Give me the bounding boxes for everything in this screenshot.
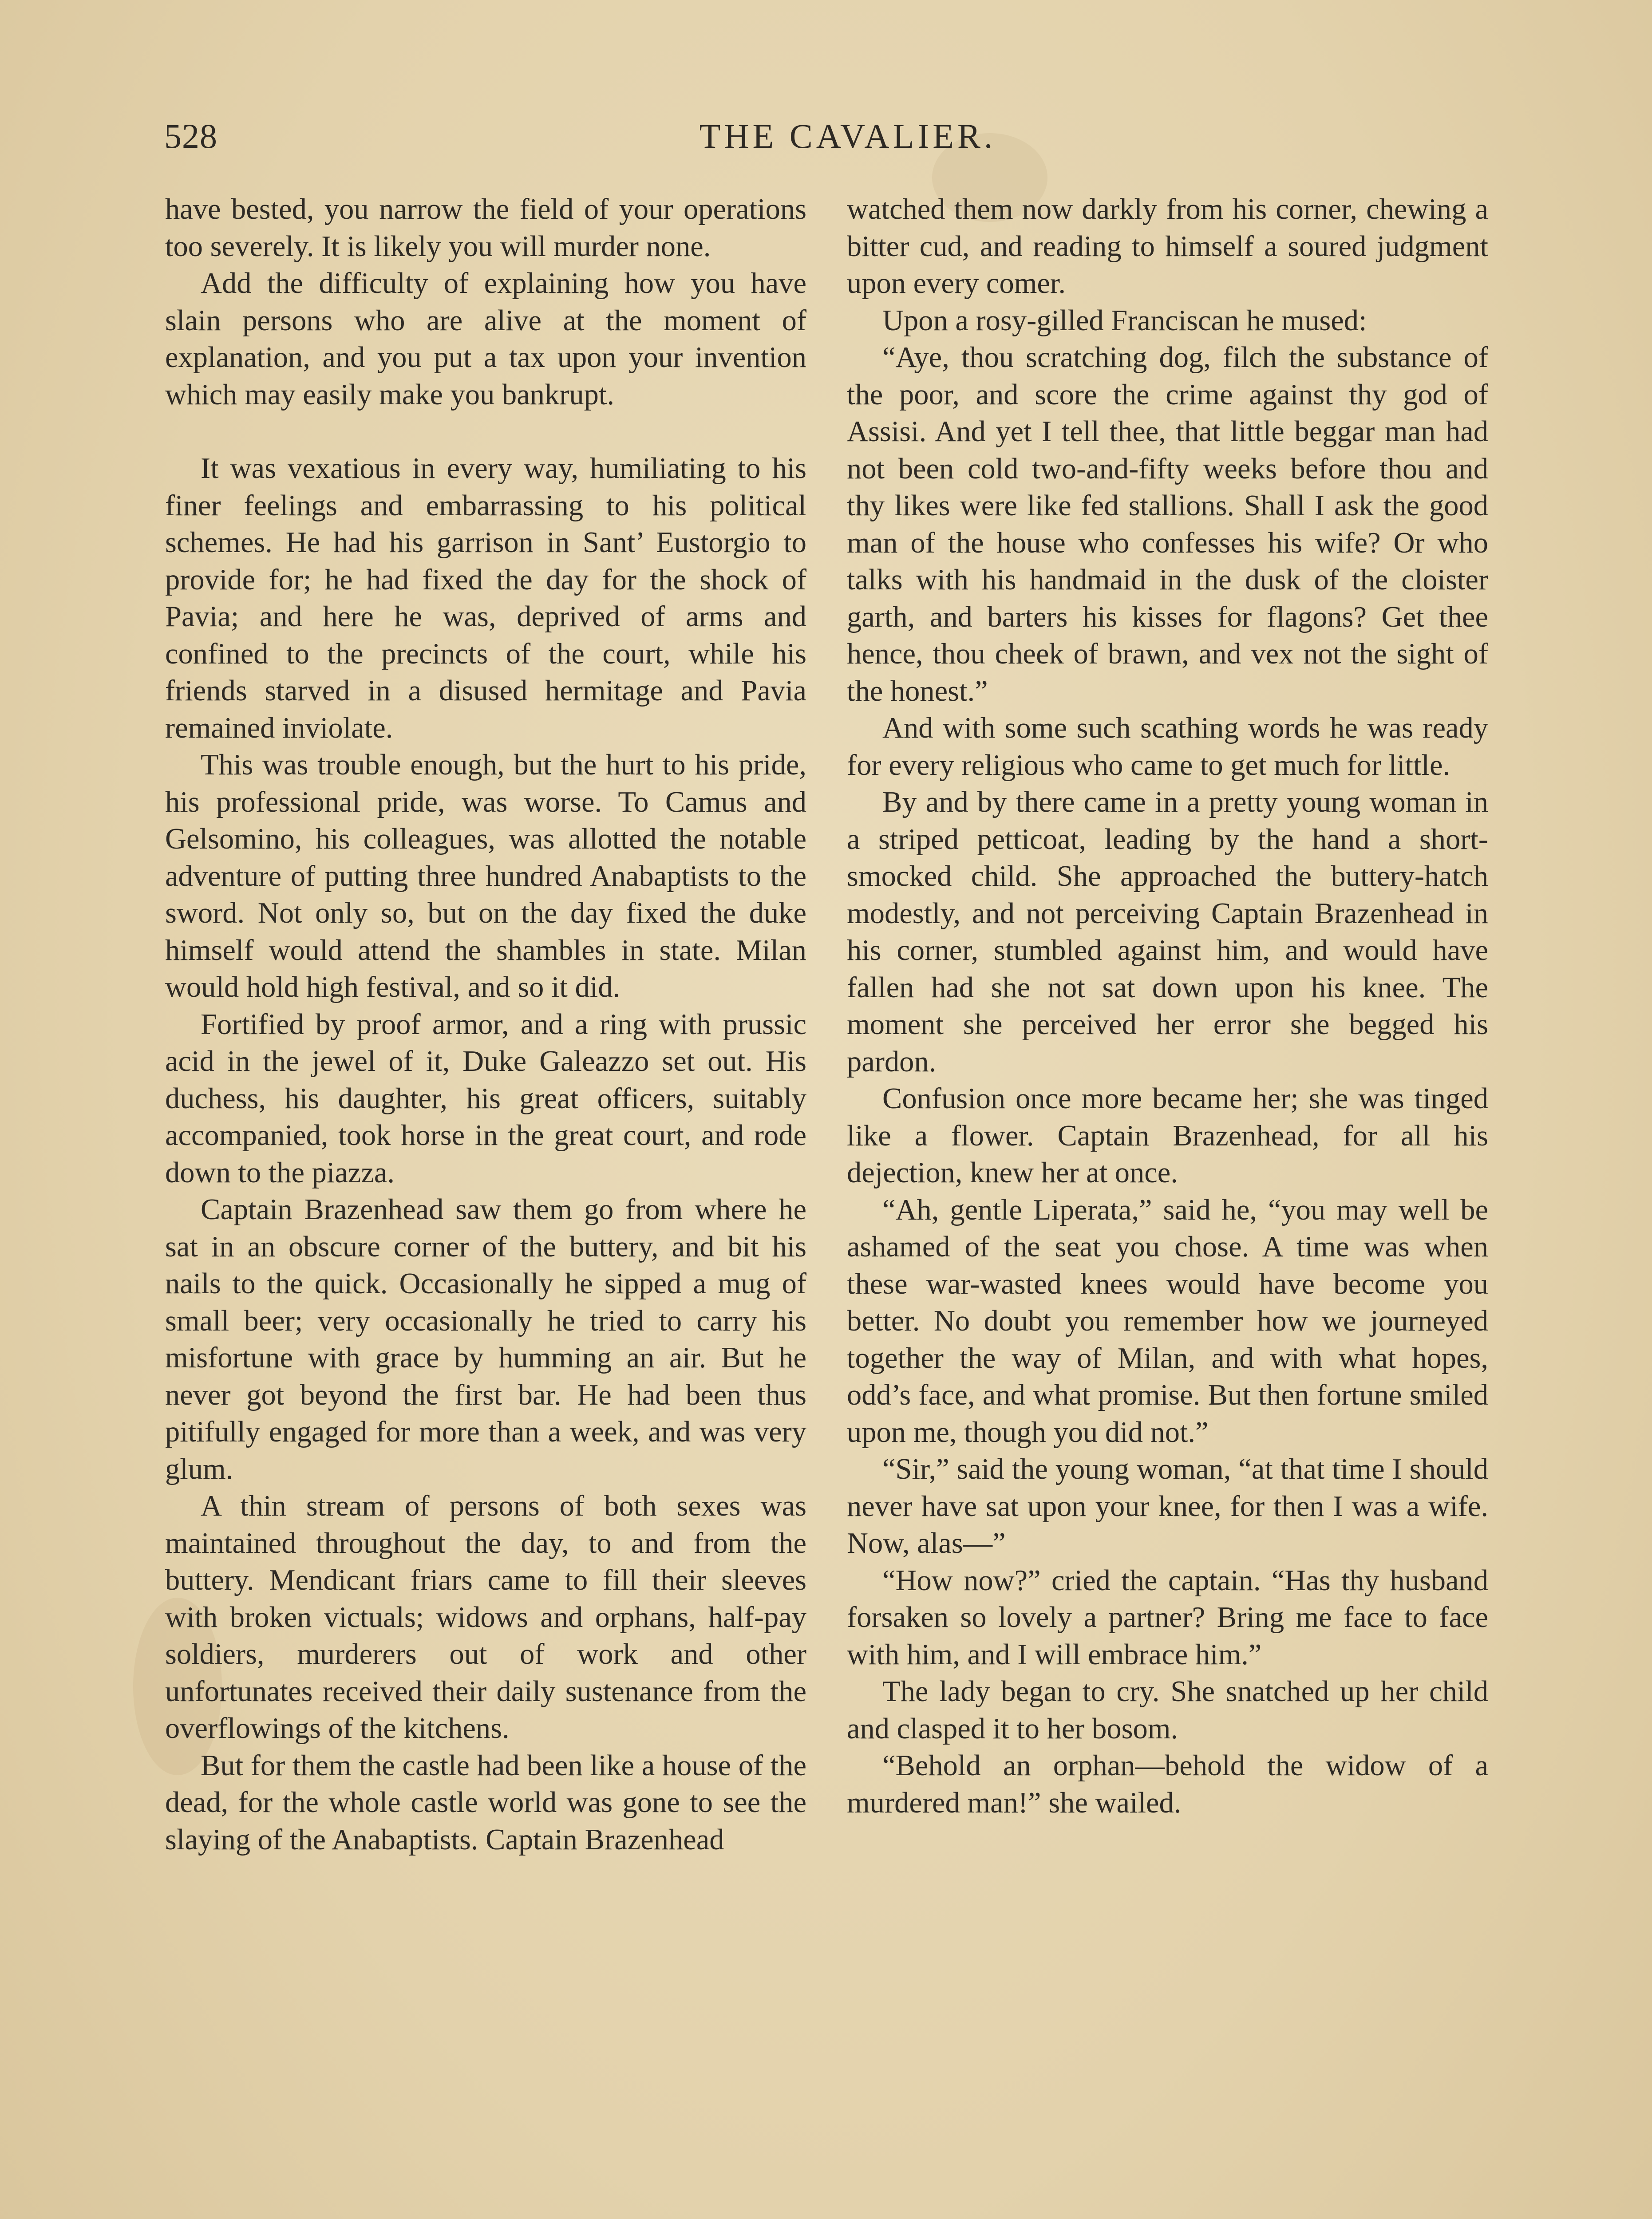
right-column: [847, 191, 1488, 1821]
paragraph: Captain Brazenhead saw them go from where he sat in an obscure corner of the buttery, and bit his nails to the quick. Occasionally he sipped a mug of small beer; very occasionally he tried to carry his misfortune with grace by humming an air. But he never got beyond the first bar. He had been thus pitifully engaged for more than a week, and was very glum.: [165, 1193, 806, 1485]
paragraph: Upon a rosy-gilled Franciscan he mused:: [882, 304, 1367, 337]
paragraph: watched them now darkly from his corner, chewing a bitter cud, and reading to himself a soured judgment upon every comer.: [847, 193, 1488, 300]
paragraph: This was trouble enough, but the hurt to his pride, his professional pride, was worse. To Camus and Gelsomino, his colleagues, was allotted the notable adventure of putting three hundred Anabaptists to the sword. Not only so, but on the day fixed the duke himself would attend the shambles in state. Milan would hold high festival, and so it did.: [165, 749, 806, 1003]
paragraph: “Sir,” said the young woman, “at that time I should never have sat upon your knee, for then I was a wife. Now, alas—”: [847, 1453, 1488, 1560]
paragraph: It was vexatious in every way, humiliating to his finer feelings and embarrassing to his political schemes. He had his garrison in Sant’ Eustorgio to provide for; he had fixed the day for the shock of Pavia; and here he was, deprived of arms and confined to the precincts of the court, while his friends starved in a disused hermitage and Pavia remained inviolate.: [165, 452, 806, 744]
page-number: 528: [164, 117, 217, 155]
paragraph: But for them the castle had been like a house of the dead, for the whole castle world was gone to see the slaying of the Anabaptists. Captain Brazenhead: [165, 1749, 806, 1856]
left-column: [165, 191, 806, 1858]
paragraph: “Aye, thou scratching dog, filch the substance of the poor, and score the crime against thy god of Assisi. And yet I tell thee, that little beggar man had not been cold two-and-fifty weeks before thou and thy likes were like fed stallions. Shall I ask the good man of the house who confesses his wife? Or who talks with his handmaid in the dusk of the cloister garth, and barters his kisses for flagons? Get thee hence, thou cheek of brawn, and vex not the sight of the honest.”: [847, 341, 1488, 707]
paragraph: “Ah, gentle Liperata,” said he, “you may well be ashamed of the seat you chose. A time was when these war-wasted knees would have become you better. No doubt you remember how we journeyed together the way of Milan, and with what hopes, odd’s face, and what promise. But then fortune smiled upon me, though you did not.”: [847, 1193, 1488, 1449]
paragraph: And with some such scathing words he was ready for every religious who came to get much for little.: [847, 712, 1488, 782]
paragraph: Fortified by proof armor, and a ring with prussic acid in the jewel of it, Duke Galeazzo set out. His duchess, his daughter, his great officers, suitably accompanied, took horse in the great court, and rode down to the piazza.: [165, 1008, 806, 1189]
paragraph: “How now?” cried the captain. “Has thy husband forsaken so lovely a partner? Bring me face to face with him, and I will embrace him.”: [847, 1564, 1488, 1671]
paragraph: Confusion once more became her; she was tinged like a flower. Captain Brazenhead, for all his dejection, knew her at once.: [847, 1082, 1488, 1189]
paragraph: A thin stream of persons of both sexes was maintained throughout the day, to and from the buttery. Mendicant friars came to fill their sleeves with broken victuals; widows and orphans, half-pay soldiers, murderers out of work and other unfortunates received their daily sustenance from the overflowings of the kitchens.: [165, 1490, 806, 1745]
paragraph: have bested, you narrow the field of your operations too severely. It is likely you will murder none.: [165, 193, 806, 263]
paragraph: “Behold an orphan—behold the widow of a murdered man!” she wailed.: [847, 1749, 1488, 1819]
paragraph: Add the difficulty of explaining how you have slain persons who are alive at the moment of explanation, and you put a tax upon your invention which may easily make you bankrupt.: [165, 267, 806, 411]
paragraph: The lady began to cry. She snatched up her child and clasped it to her bosom.: [847, 1675, 1488, 1745]
running-head: THE CAVALIER.: [699, 117, 996, 155]
paragraph: By and by there came in a pretty young woman in a striped petticoat, leading by the hand a short-smocked child. She approached the buttery-hatch modestly, and not perceiving Captain Brazenhead in his corner, stumbled against him, and would have fallen had she not sat down upon his knee. The moment she perceived her error she begged his pardon.: [847, 786, 1488, 1078]
